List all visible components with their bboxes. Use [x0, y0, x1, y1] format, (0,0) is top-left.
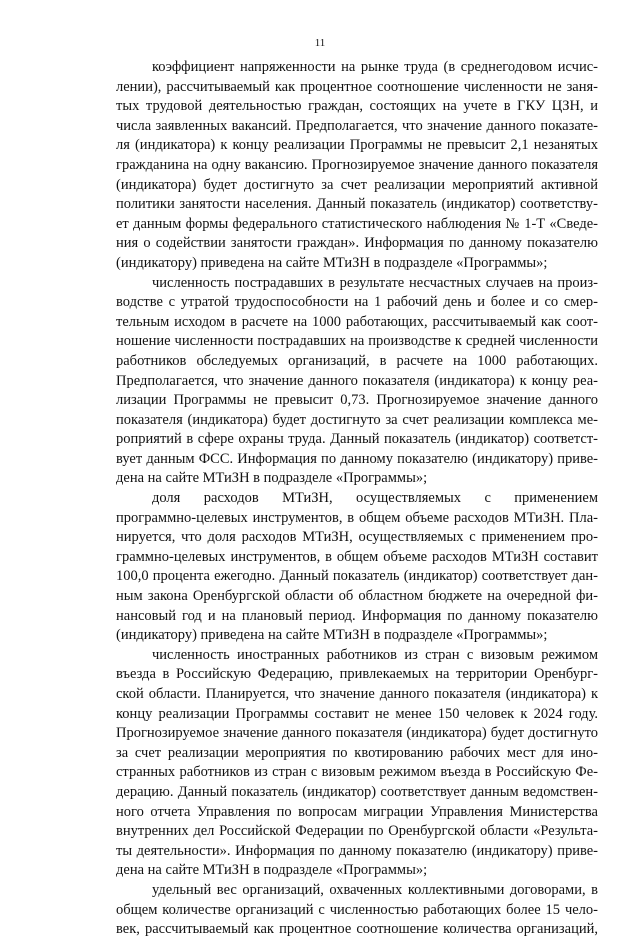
text-line: нируется, что доля расходов МТиЗН, осуществляемых с применением про-: [116, 529, 598, 546]
text-line: за счет реализации мероприятия по квотированию рабочих мест для ино-: [116, 744, 598, 761]
text-line: дерацию. Данный показатель (индикатор) соответствует данным ведомствен-: [116, 783, 598, 800]
document-body: [116, 58, 598, 940]
text-line: численность пострадавших в результате несчастных случаев на произ-: [152, 274, 598, 291]
text-line: концу реализации Программы составит не менее 150 человек к 2024 году.: [116, 705, 598, 722]
text-line: лении), рассчитываемый как процентное соотношение численности не заня-: [116, 78, 598, 95]
text-line: общем количестве организаций с численностью работающих более 15 чело-: [116, 901, 598, 918]
text-line: (индикатору) приведена на сайте МТиЗН в подразделе «Программы»;: [116, 254, 548, 271]
text-line: въезда в Российскую Федерацию, привлекаемых на территории Оренбург-: [116, 666, 598, 683]
text-line: тельным исходом в расчете на 1000 работающих, рассчитываемый как соот-: [116, 313, 598, 330]
text-line: ты деятельности». Информация по данному показателю (индикатору) приве-: [116, 842, 598, 859]
text-line: ет данным формы федерального статистического наблюдения № 1-Т «Сведе-: [116, 215, 598, 232]
text-line: граммно-целевых инструментов, в общем объеме расходов МТиЗН составит: [116, 548, 598, 565]
text-line: ного отчета Управления по вопросам миграции Управления Министерства: [116, 803, 598, 820]
text-line: коэффициент напряженности на рынке труда (в среднегодовом исчис-: [152, 59, 598, 75]
text-line: ным закона Оренбургской области об областном бюджете на очередной фи-: [116, 588, 598, 605]
text-line: ля (индикатора) к концу реализации Программы не превысит 2,1 незанятых: [116, 137, 598, 154]
text-line: ношение численности пострадавших на производстве к средней численности: [116, 333, 598, 350]
text-line: роприятий в сфере охраны труда. Данный показатель (индикатор) соответст-: [116, 431, 598, 448]
text-line: Прогнозируемое значение данного показателя (индикатора) будет достигнуто: [116, 725, 598, 742]
text-line: внутренних дел Российской Федерации по Оренбургской области «Результа-: [116, 823, 598, 840]
text-line: водстве с утратой трудоспособности на 1 рабочий день и более и со смер-: [116, 294, 598, 311]
text-line: удельный вес организаций, охваченных коллективными договорами, в: [152, 881, 598, 898]
page-number: 11: [314, 37, 326, 49]
text-line: вует данным ФСС. Информация по данному показателю (индикатору) приве-: [116, 450, 598, 467]
text-line: работников обследуемых организаций, в расчете на 1000 работающих.: [116, 352, 598, 369]
text-line: (индикатору) приведена на сайте МТиЗН в подразделе «Программы»;: [116, 627, 548, 644]
text-line: показателя (индикатора) будет достигнуто за счет реализации комплекса ме-: [116, 411, 598, 428]
text-line: политики занятости населения. Данный показатель (индикатор) соответству-: [116, 196, 598, 213]
text-line: век, рассчитываемый как процентное соотношение количества организаций,: [116, 921, 598, 938]
text-line: дена на сайте МТиЗН в подразделе «Программы»;: [116, 862, 428, 879]
text-line: числа заявленных вакансий. Предполагается, что значение данного показате-: [116, 117, 598, 134]
text-line: нансовый год и на плановый период. Информация по данному показателю: [116, 607, 598, 624]
text-line: (индикатора) будет достигнуто за счет реализации мероприятий активной: [116, 176, 598, 193]
text-line: доля расходов МТиЗН, осуществляемых с применением: [152, 490, 598, 507]
text-line: тых трудовой деятельностью граждан, состоящих на учете в ГКУ ЦЗН, и: [116, 98, 598, 115]
text-line: гражданина на одну вакансию. Прогнозируемое значение данного показателя: [116, 156, 598, 173]
text-line: ской области. Планируется, что значение данного показателя (индикатора) к: [116, 686, 598, 702]
text-line: программно-целевых инструментов, в общем объеме расходов МТиЗН. Пла-: [116, 509, 598, 526]
text-line: 100,0 процента ежегодно. Данный показатель (индикатор) соответствует дан-: [116, 568, 598, 585]
text-line: численность иностранных работников из стран с визовым режимом: [152, 646, 598, 663]
text-line: ния о содействии занятости граждан». Информация по данному показателю: [116, 235, 598, 252]
text-line: лизации Программы не превысит 0,73. Прогнозируемое значение данного: [116, 392, 598, 409]
text-line: странных работников из стран с визовым режимом въезда в Российскую Фе-: [116, 764, 598, 781]
text-line: дена на сайте МТиЗН в подразделе «Программы»;: [116, 470, 428, 487]
text-line: Предполагается, что значение данного показателя (индикатора) к концу реа-: [116, 372, 598, 389]
